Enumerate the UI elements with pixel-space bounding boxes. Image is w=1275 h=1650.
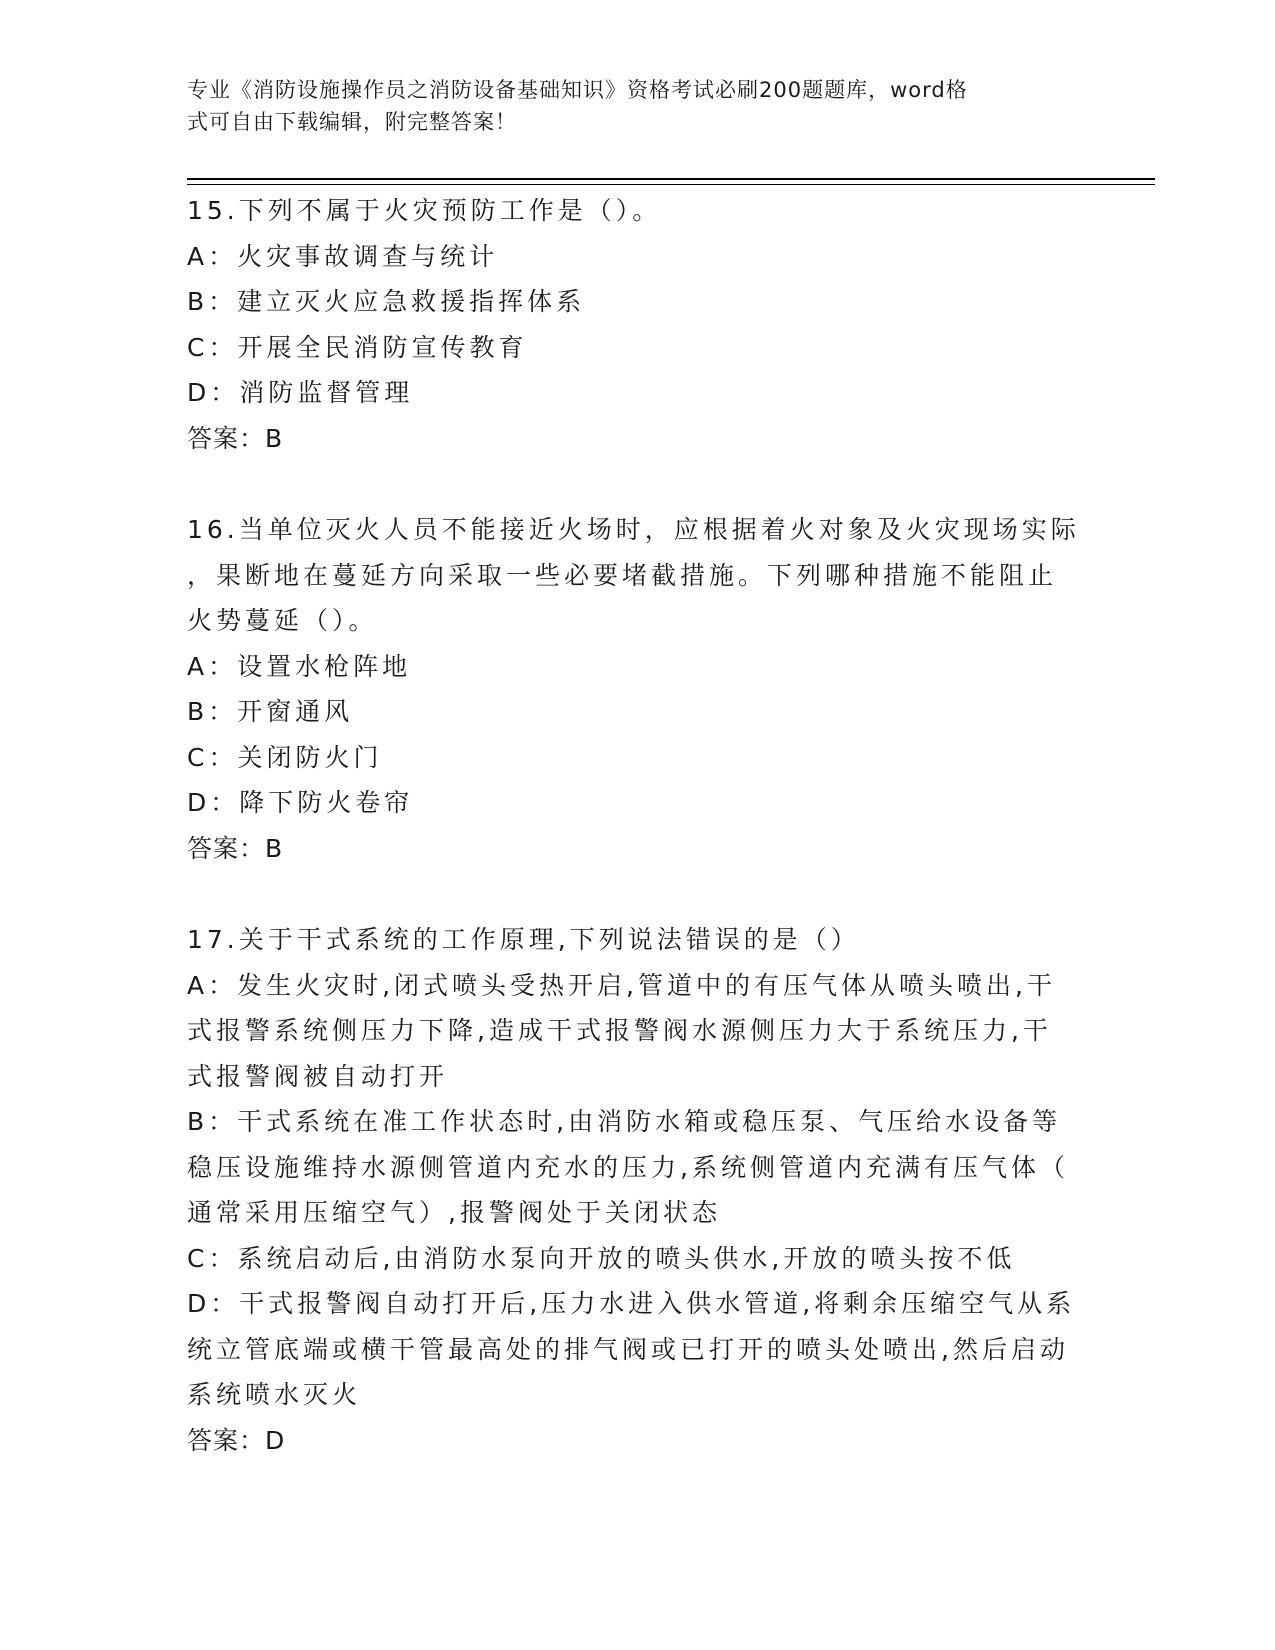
question-16-option-a: A：设置水枪阵地	[187, 651, 412, 681]
question-17-option-b-line-3: 通常采用压缩空气）,报警阀处于关闭状态	[187, 1198, 721, 1227]
question-15-option-d: D：消防监督管理	[187, 378, 414, 407]
question-list	[187, 188, 1080, 1463]
question-16-option-d: D：降下防火卷帘	[187, 788, 414, 817]
question-16-option-b: B：开窗通风	[187, 697, 354, 726]
document-header	[187, 74, 1087, 138]
question-17-option-d-line-1: D：干式报警阀自动打开后,压力水进入供水管道,将剩余压缩空气从系	[187, 1289, 1076, 1318]
question-15-stem: 15.下列不属于火灾预防工作是（）。	[187, 196, 662, 225]
question-17-stem: 17.关于干式系统的工作原理,下列说法错误的是（）	[187, 925, 860, 954]
question-spacer	[187, 871, 1067, 917]
question-spacer	[187, 461, 1067, 507]
question-15	[187, 188, 1067, 461]
header-line-2: 式可自由下载编辑，附完整答案！	[187, 110, 517, 134]
question-16-answer: 答案：B	[187, 833, 284, 863]
question-17-option-b-line-2: 稳压设施维持水源侧管道内充水的压力,系统侧管道内充满有压气体（	[187, 1152, 1069, 1182]
header-line-1: 专业《消防设施操作员之消防设备基础知识》资格考试必刷200题题库，word格	[187, 78, 968, 102]
question-17-answer: 答案：D	[187, 1425, 286, 1455]
question-16	[187, 507, 1080, 871]
question-16-option-c: C：关闭防火门	[187, 742, 383, 772]
question-16-stem-line-2: ，果断地在蔓延方向采取一些必要堵截措施。下列哪种措施不能阻止	[187, 560, 1058, 590]
question-17-option-a-line-1: A：发生火灾时,闭式喷头受热开启,管道中的有压气体从喷头喷出,干	[187, 970, 1056, 1000]
question-17-option-d-line-2: 统立管底端或横干管最高处的排气阀或已打开的喷头处喷出,然后启动	[187, 1334, 1069, 1364]
question-17-option-d-line-3: 系统喷水灭火	[187, 1380, 362, 1409]
question-17	[187, 917, 1076, 1463]
question-15-option-a: A：火灾事故调查与统计	[187, 241, 499, 271]
question-17-option-a-line-3: 式报警阀被自动打开	[187, 1061, 449, 1091]
question-15-option-b: B：建立灭火应急救援指挥体系	[187, 287, 586, 316]
question-16-stem-line-3: 火势蔓延（）。	[187, 606, 378, 635]
question-15-option-c: C：开展全民消防宣传教育	[187, 332, 528, 362]
header-divider-thick	[187, 178, 1155, 180]
question-17-option-c: C：系统启动后,由消防水泵向开放的喷头供水,开放的喷头按不低	[187, 1243, 1016, 1273]
question-17-option-a-line-2: 式报警系统侧压力下降,造成干式报警阀水源侧压力大于系统压力,干	[187, 1016, 1052, 1045]
question-16-stem-line-1: 16.当单位灭火人员不能接近火场时，应根据着火对象及火灾现场实际	[187, 515, 1080, 544]
question-17-option-b-line-1: B：干式系统在准工作状态时,由消防水箱或稳压泵、气压给水设备等	[187, 1107, 1062, 1136]
question-15-answer: 答案：B	[187, 423, 284, 453]
header-divider-thin	[187, 184, 1155, 185]
